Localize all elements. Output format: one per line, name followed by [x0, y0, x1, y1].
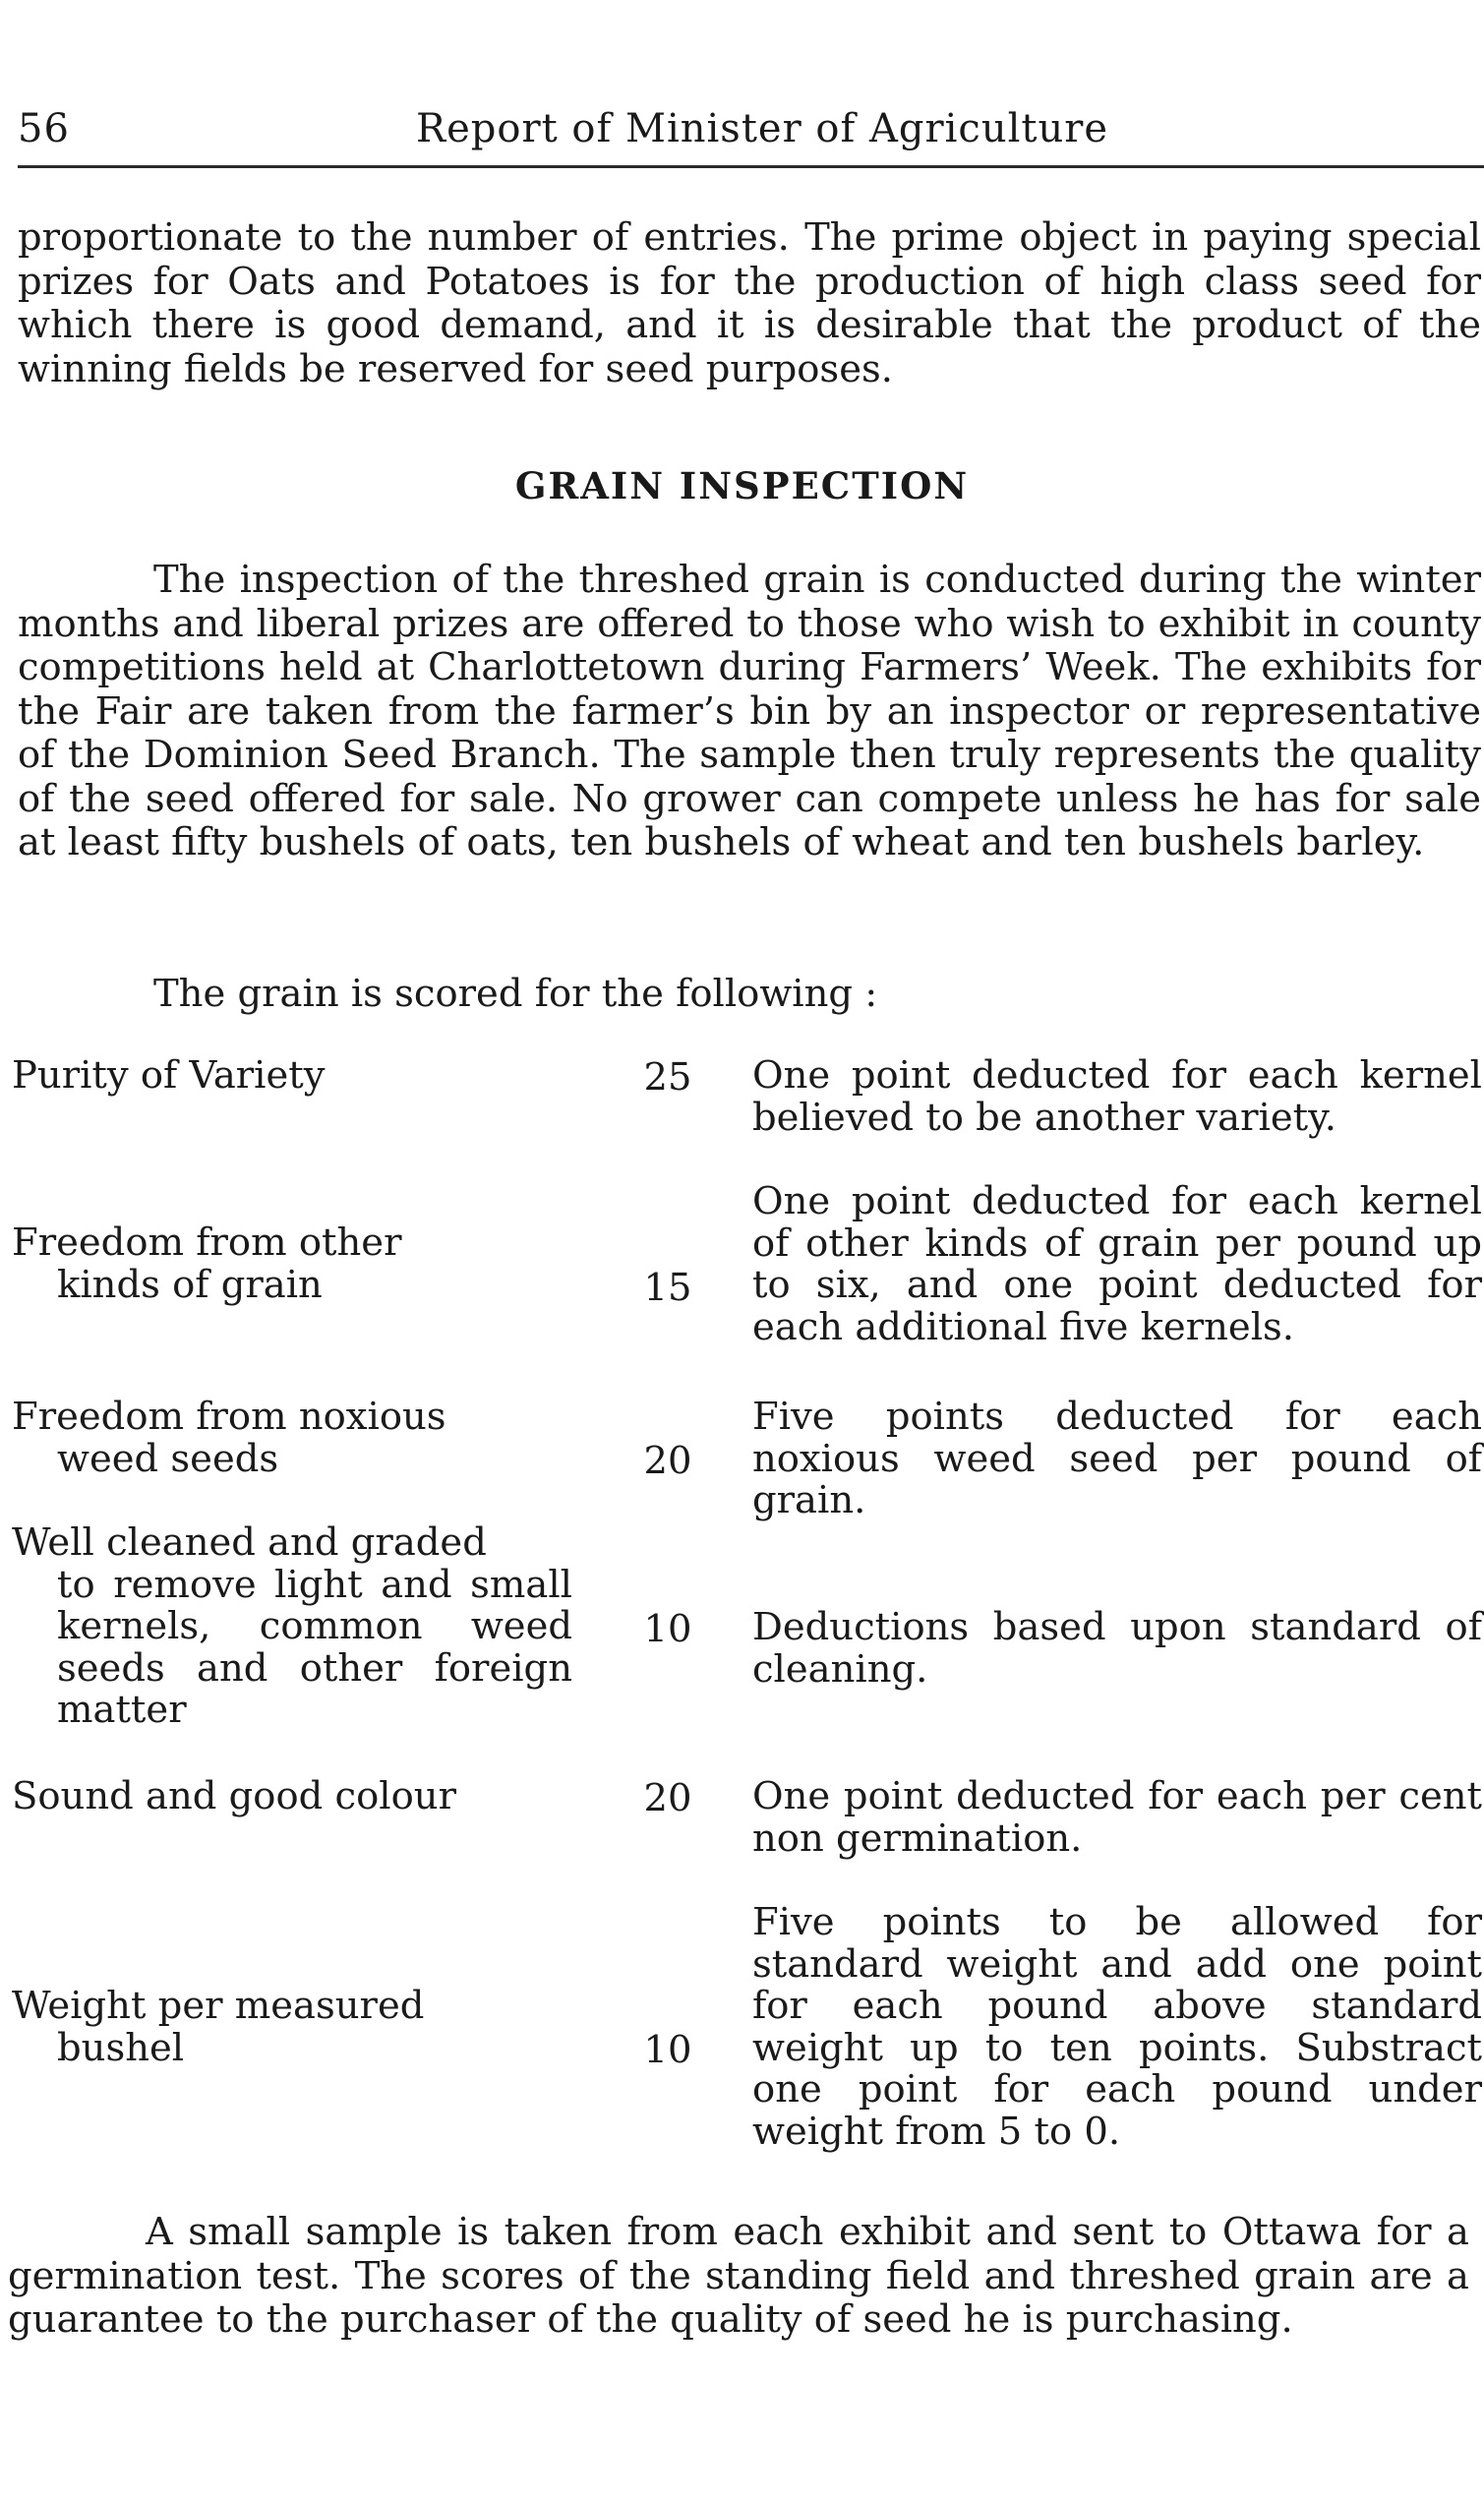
criterion-points: 15: [643, 1266, 692, 1310]
criterion-points: 20: [643, 1439, 692, 1483]
criterion-name: [12, 1986, 572, 2069]
paragraph-grain-inspection: The inspection of the threshed grain is conducted during the winter months and liberal prizes are offered to those who wish to exhibit in county competitions held at Charlottetown during Farmers’ Week. The exhibits for the Fair are taken from the farmer’s bin by an inspector or representative of the Dominion Seed Branch. The sample then truly represents the quality of the seed offered for sale. No grower can compete unless he has for sale at least fifty bushels of oats, ten bushels of wheat and ten bushels barley.: [18, 558, 1481, 864]
criterion-name: [12, 1222, 572, 1306]
running-title: Report of Minister of Agriculture: [416, 106, 1108, 151]
criterion-name: [12, 1397, 572, 1480]
scoring-intro: The grain is scored for the following :: [153, 972, 878, 1016]
criterion-description: One point deducted for each per cent non germination.: [752, 1774, 1482, 1861]
criterion-name-line: Purity of Variety: [12, 1053, 326, 1098]
paragraph-prize-purpose: proportionate to the number of entries. The prime object in paying special prizes for Oats and Potatoes is for the production of high class seed for which there is good demand, and it is desirable that the product of the winning fields be reserved for seed purposes.: [18, 215, 1481, 391]
criterion-name: [12, 1522, 572, 1732]
criterion-name-line: Weight per measured: [12, 1984, 425, 2028]
running-header: [18, 106, 1484, 157]
criterion-name-line: Freedom from other: [12, 1220, 402, 1265]
criterion-name-line: bushel: [57, 2025, 185, 2070]
criterion-name-line: kinds of grain: [57, 1262, 323, 1307]
criterion-description: One point deducted for each kernel of other kinds of grain per pound up to six, and one point deducted for each additional five kernels.: [752, 1179, 1482, 1349]
criterion-points: 25: [643, 1055, 692, 1100]
criterion-description: Deductions based upon standard of cleaning.: [752, 1605, 1482, 1692]
paragraph-germination-test: A small sample is taken from each exhibit and sent to Ottawa for a germination test. The scores of the standing field and threshed grain are a guarantee to the purchaser of the quality of seed he is purchasing.: [8, 2210, 1469, 2342]
criterion-description: One point deducted for each kernel believed to be another variety.: [752, 1053, 1482, 1140]
criterion-name: [12, 1055, 572, 1098]
criterion-description: Five points to be allowed for standard weight and add one point for each pound above standard weight up to ten points. Substract one point for each pound under weight from 5 to 0.: [752, 1900, 1482, 2154]
header-rule: [18, 165, 1484, 168]
criterion-points: 20: [643, 1776, 692, 1820]
criterion-points: 10: [643, 2028, 692, 2072]
criterion-name-line: to remove light and small kernels, common weed seeds and other foreign matter: [57, 1562, 572, 1732]
criterion-name-line: Freedom from noxious: [12, 1395, 446, 1439]
criterion-name-line: weed seeds: [57, 1436, 279, 1481]
section-heading: GRAIN INSPECTION: [514, 464, 970, 507]
criterion-description: Five points deducted for each noxious weed seed per pound of grain.: [752, 1395, 1482, 1522]
page-number: 56: [18, 106, 70, 151]
criterion-name-line: Well cleaned and graded: [12, 1520, 487, 1565]
criterion-name: [12, 1776, 572, 1818]
criterion-points: 10: [643, 1607, 692, 1651]
criterion-name-line: Sound and good colour: [12, 1774, 456, 1818]
